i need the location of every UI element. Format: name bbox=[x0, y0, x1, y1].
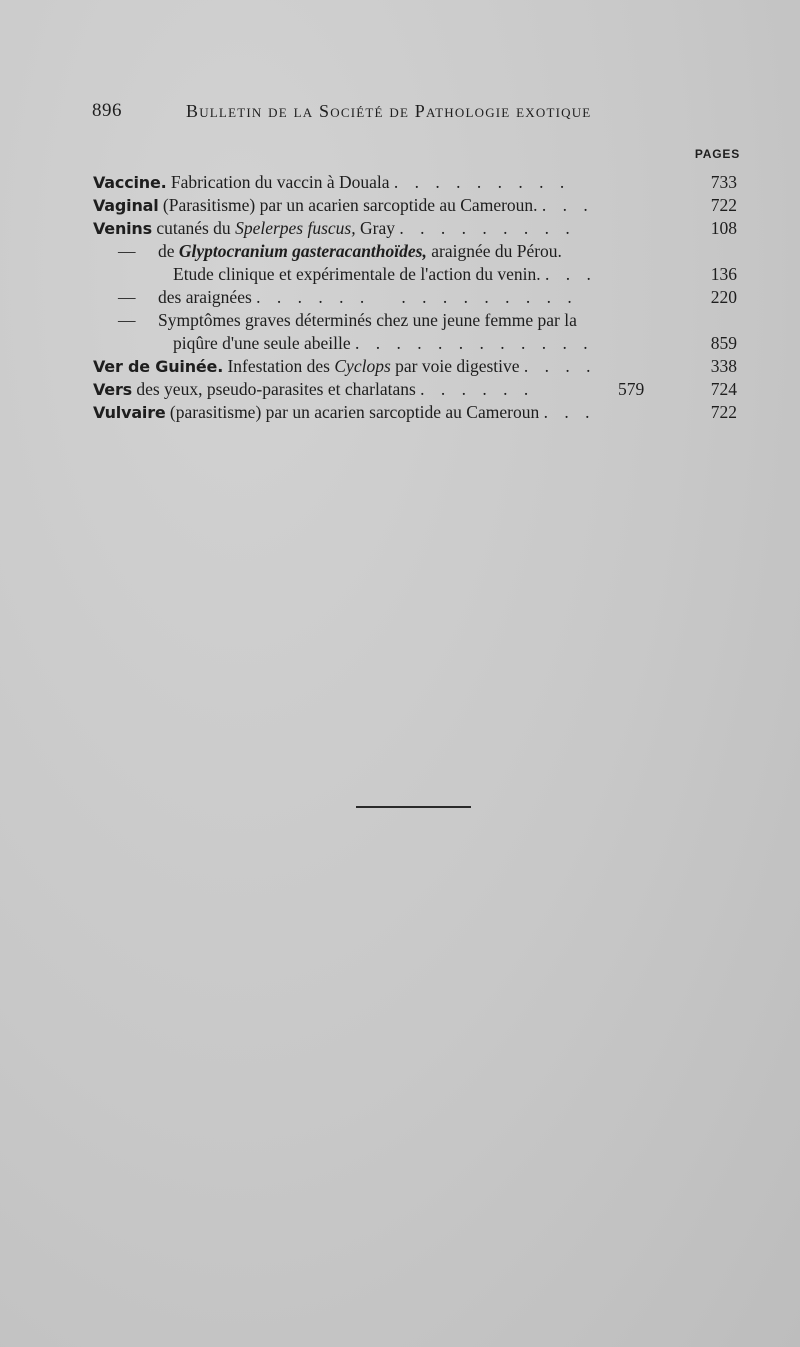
index-entry bbox=[0, 171, 800, 194]
leader-dots: . . . . . . . . . . . . bbox=[354, 333, 594, 353]
leader-dots: . . . bbox=[544, 264, 597, 284]
entry-page: 108 bbox=[710, 218, 737, 238]
leader-dots: . . . . . . . . . . . . . . . bbox=[256, 287, 578, 307]
entry-italic-text: Glyptocranium gasteracanthoïdes, bbox=[178, 241, 427, 261]
index-subentry bbox=[0, 309, 800, 332]
leader-dots: . . . bbox=[541, 195, 594, 215]
entry-text: Gray bbox=[359, 218, 395, 238]
entry-extra-page: 579 bbox=[618, 379, 645, 399]
index-entry: Vaginal (Parasitisme) par un acarien sarcoptide au Cameroun. . . . 722 bbox=[93, 195, 737, 215]
entry-keyword: Ver de Guinée. bbox=[93, 357, 224, 376]
entry-dash: — bbox=[118, 241, 136, 261]
entry-text: cutanés du bbox=[156, 218, 231, 238]
page-number: 896 bbox=[92, 100, 122, 121]
entry-page: 338 bbox=[710, 356, 737, 376]
index-subentry bbox=[0, 286, 800, 309]
entry-text: des yeux, pseudo-parasites et charlatans bbox=[136, 379, 416, 399]
entry-keyword: Vers bbox=[93, 380, 132, 399]
running-head bbox=[90, 100, 740, 128]
entry-page: 733 bbox=[710, 172, 737, 192]
entry-text: de bbox=[158, 241, 175, 261]
entry-text: des araignées bbox=[158, 287, 252, 307]
entry-page: 722 bbox=[710, 195, 737, 215]
entry-page: 220 bbox=[710, 287, 737, 307]
entry-keyword: Vaginal bbox=[93, 196, 159, 215]
journal-title: Bulletin de la Société de Pathologie exotique bbox=[186, 101, 592, 121]
end-rule bbox=[356, 806, 471, 808]
entry-page: 722 bbox=[710, 402, 737, 422]
entry-page: 724 bbox=[710, 379, 737, 399]
entry-keyword: Venins bbox=[93, 219, 152, 238]
entry-text: Etude clinique et expérimentale de l'action du venin bbox=[173, 264, 537, 284]
leader-dots: . . . . . . . . . bbox=[393, 172, 571, 192]
index-entry bbox=[0, 401, 800, 424]
leader-dots: . . . . . . bbox=[420, 379, 535, 399]
entry-page: 136 bbox=[710, 264, 737, 284]
index-entry bbox=[0, 355, 800, 378]
index-subentry-continuation: Etude clinique et expérimentale de l'action du venin. . . . 136 bbox=[173, 264, 737, 284]
entry-text: par voie digestive bbox=[395, 356, 520, 376]
entry-text: araignée du Pérou. bbox=[431, 241, 562, 261]
index-entry bbox=[0, 217, 800, 240]
entry-text: piqûre d'une seule abeille bbox=[173, 333, 351, 353]
entry-italic-text: Cyclops bbox=[334, 356, 391, 376]
entry-keyword: Vulvaire bbox=[93, 403, 166, 422]
entry-dash: — bbox=[118, 287, 136, 307]
leader-dots: . . . . . . . . . bbox=[399, 218, 576, 238]
entry-page: 859 bbox=[710, 333, 737, 353]
entry-text: (Parasitisme) par un acarien sarcoptide au Cameroun bbox=[162, 195, 534, 215]
entry-text: Fabrication du vaccin à Douala bbox=[170, 172, 390, 192]
entry-text: Symptômes graves déterminés chez une jeune femme par la bbox=[158, 310, 577, 330]
entry-text: Infestation des bbox=[227, 356, 330, 376]
index-subentry bbox=[0, 240, 800, 263]
pages-column-label: PAGES bbox=[694, 147, 740, 161]
entry-dash: — bbox=[118, 310, 136, 330]
index-subentry-continuation bbox=[0, 332, 800, 355]
entry-keyword: Vaccine. bbox=[93, 173, 167, 192]
entry-italic-text: Spelerpes fuscus, bbox=[235, 218, 356, 238]
leader-dots: . . . . bbox=[523, 356, 597, 376]
entry-text: (parasitisme) par un acarien sarcoptide au Cameroun bbox=[169, 402, 540, 422]
leader-dots: . . . bbox=[543, 402, 596, 422]
index-entry bbox=[0, 378, 800, 401]
